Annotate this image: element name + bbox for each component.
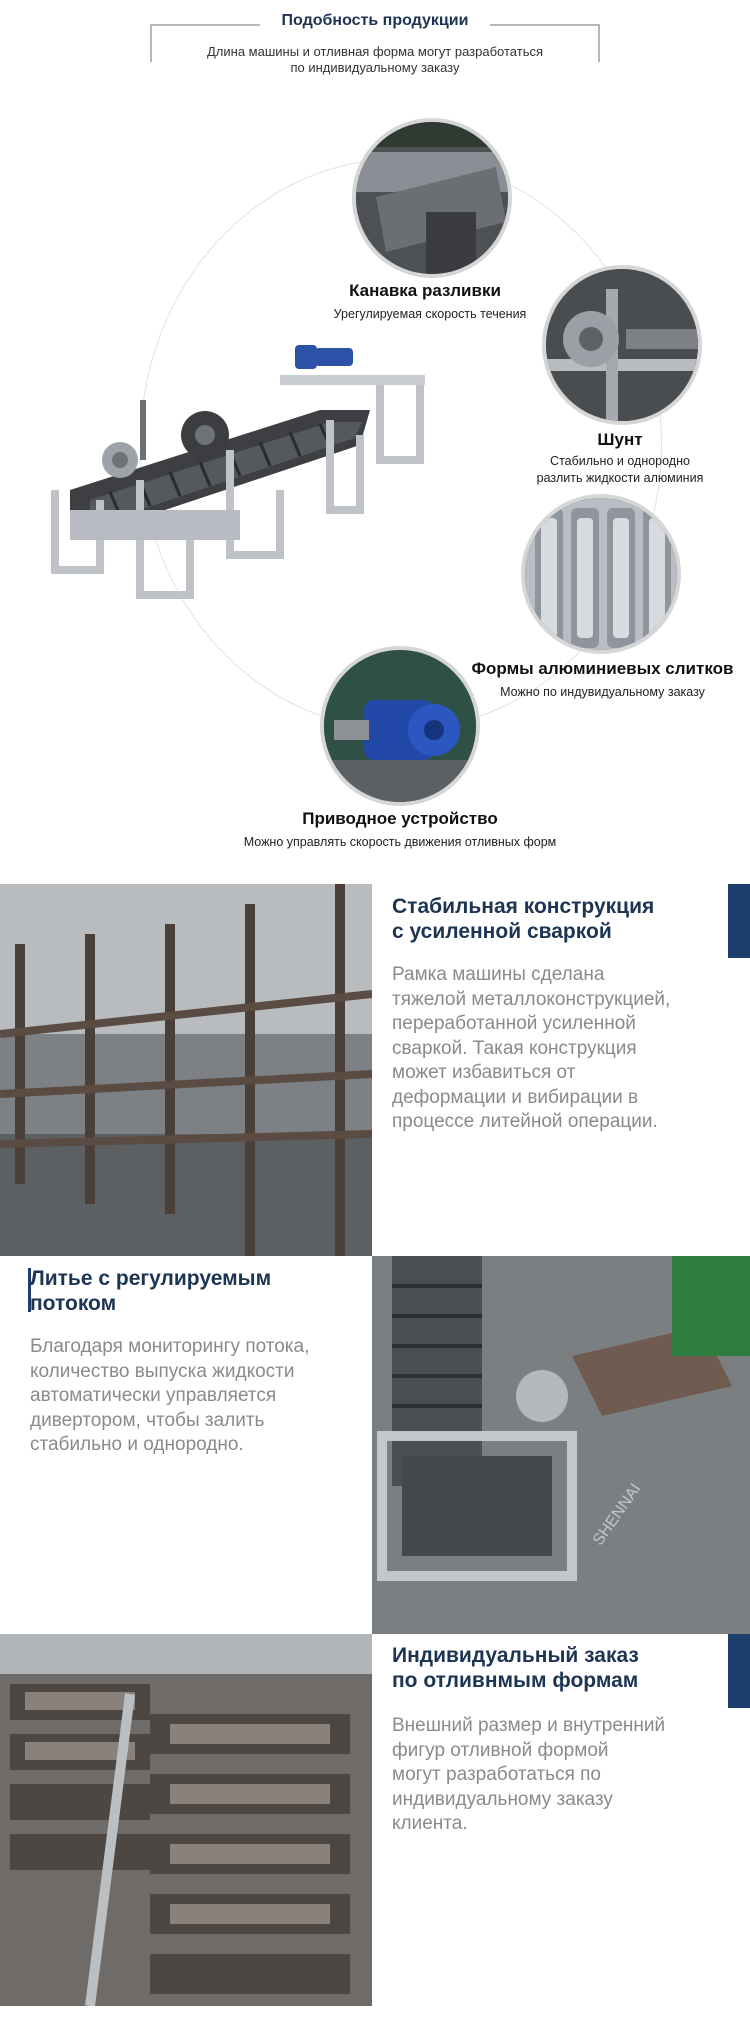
pouring-channel-title: Канавка разливки	[349, 281, 501, 300]
row2-text-line: автоматически управляется	[30, 1385, 277, 1406]
casting-molds-photo	[0, 1634, 372, 2006]
pouring-channel-subtitle: Урегулируемая скорость течения	[333, 307, 527, 321]
row1-text-line: деформации и вибирации в	[392, 1086, 639, 1108]
ingot-molds-image	[521, 494, 681, 654]
row1-accent-bar	[728, 884, 750, 958]
subtitle-line-2: по индивидуальному заказу	[290, 60, 460, 75]
drive-device-title: Приводное устройство	[302, 809, 498, 828]
row3-title	[392, 1643, 712, 1693]
row1-text-line: сваркой. Такая конструкция	[392, 1037, 637, 1059]
shunt-title: Шунт	[597, 430, 643, 449]
row1-text-line: может избавиться от	[392, 1062, 576, 1083]
row2-text	[30, 1335, 370, 1458]
shunt-image	[542, 265, 702, 425]
shunt-subtitle	[510, 453, 730, 487]
shunt-subtitle-line-2: разлить жидкости алюминия	[536, 471, 704, 485]
welded-frame-photo	[0, 884, 372, 1256]
row1-text-line: тяжелой металлоконструкцией,	[392, 988, 671, 1010]
row2-text-line: стабильно и однородно.	[30, 1434, 244, 1455]
row3-text	[392, 1714, 728, 1837]
row3-text-line: Внешний размер и внутренний	[392, 1715, 666, 1736]
watermark: SHENNAI	[589, 1480, 645, 1549]
row2-title	[30, 1266, 350, 1316]
row1-text	[392, 963, 728, 1135]
row2-text-line: дивертором, чтобы залить	[30, 1409, 265, 1431]
shunt-subtitle-line-1: Стабильно и однородно	[550, 454, 690, 468]
row3-accent-bar	[728, 1634, 750, 1708]
section-title: Подобность продукции	[260, 12, 490, 30]
row3-text-line: могут разработаться по	[392, 1764, 601, 1785]
row2-text-line: Благодаря мониторингу потока,	[30, 1336, 310, 1357]
row2-text-line: количество выпуска жидкости	[30, 1360, 295, 1382]
row3-text-line: индивидуальному заказу	[392, 1788, 613, 1810]
ingot-molds-subtitle: Можно по индувидуальному заказу	[500, 685, 705, 699]
subtitle-line-1: Длина машины и отливная форма могут разработаться	[206, 44, 544, 59]
row2-title-line-1: Литье с регулируемым	[30, 1267, 272, 1290]
row1-text-line: переработанной усиленной	[392, 1013, 636, 1034]
casting-machine-image	[30, 340, 510, 610]
row2-title-line-2: потоком	[30, 1292, 117, 1315]
pouring-channel-image	[352, 118, 512, 278]
row1-title-line-2: с усиленной сваркой	[392, 920, 612, 943]
ingot-molds-title: Формы алюминиевых слитков	[471, 659, 734, 678]
drive-device-subtitle: Можно управлять скорость движения отливных форм	[243, 835, 557, 849]
row1-text-line: процессе литейной операции.	[392, 1111, 658, 1132]
flow-diverter-photo	[372, 1256, 750, 1634]
drive-device-image	[320, 646, 480, 806]
row3-title-line-1: Индивидуальный заказ	[392, 1644, 639, 1667]
row1-title-line-1: Стабильная конструкция	[392, 895, 655, 918]
row3-text-line: клиента.	[392, 1813, 468, 1834]
row3-title-line-2: по отливнмым формам	[392, 1669, 639, 1692]
section-subtitle	[170, 44, 580, 76]
row1-title	[392, 894, 712, 944]
row3-text-line: фигур отливной формой	[392, 1739, 609, 1761]
row1-text-line: Рамка машины сделана	[392, 964, 605, 985]
